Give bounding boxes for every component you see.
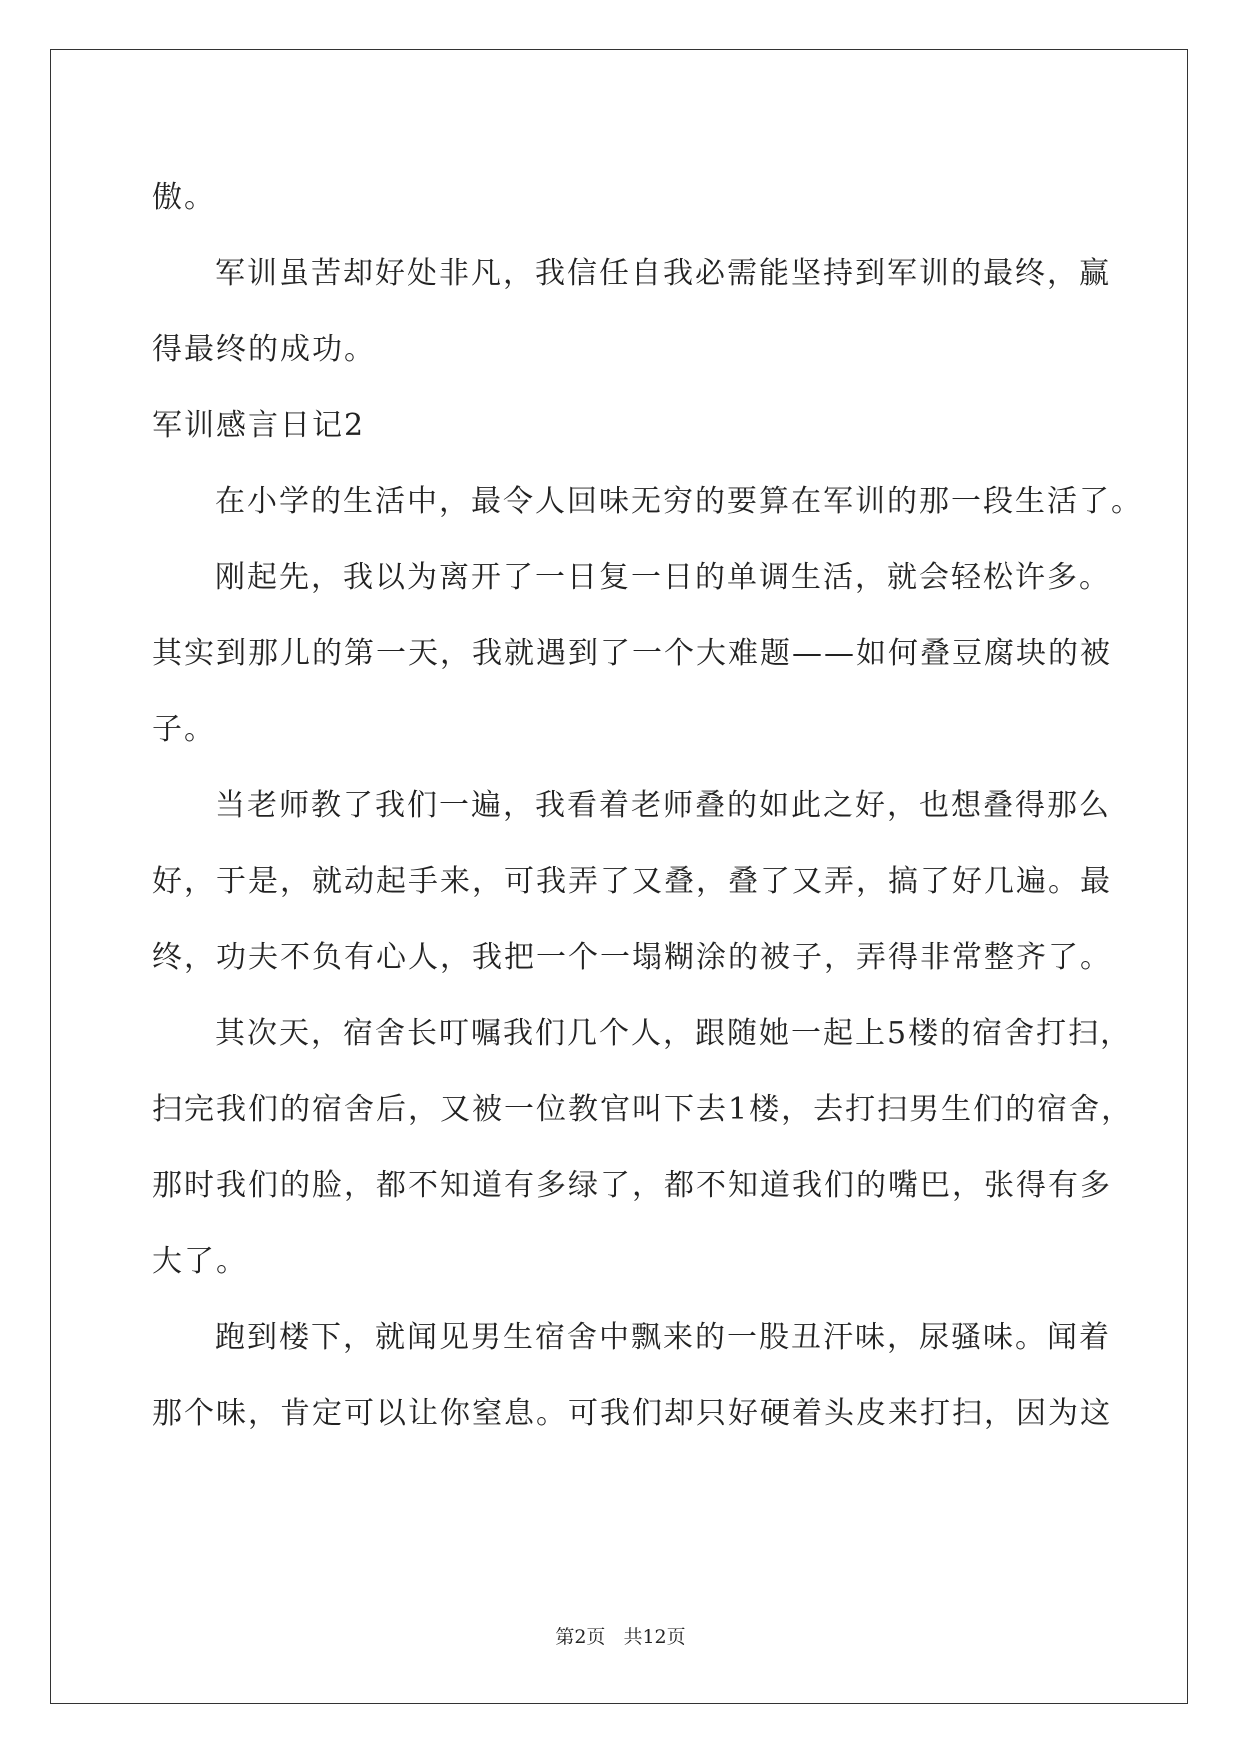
page-total: 共12页 [623,1626,686,1648]
text-line: 跑到楼下，就闻见男生宿舍中飘来的一股丑汗味，尿骚味。闻着 [215,1320,1111,1355]
text-line: 其次天，宿舍长叮嘱我们几个人，跟随她一起上5楼的宿舍打扫， [215,1016,1133,1051]
text-line: 在小学的生活中，最令人回味无穷的要算在军训的那一段生活了。 [215,484,1143,519]
text-line: 其实到那儿的第一天，我就遇到了一个大难题——如何叠豆腐块的被 [152,636,1112,671]
text-line: 终，功夫不负有心人，我把一个一塌糊涂的被子，弄得非常整齐了。 [152,940,1112,975]
text-line: 当老师教了我们一遍，我看着老师叠的如此之好，也想叠得那么 [215,788,1111,823]
text-line: 傲。 [152,180,216,215]
text-line: 那时我们的脸，都不知道有多绿了，都不知道我们的嘴巴，张得有多 [152,1168,1112,1203]
text-line: 刚起先，我以为离开了一日复一日的单调生活，就会轻松许多。 [215,560,1111,595]
page-footer [0,1622,1241,1649]
text-line: 军训虽苦却好处非凡，我信任自我必需能坚持到军训的最终，赢 [215,256,1111,291]
section-heading: 军训感言日记2 [152,408,366,443]
text-line: 好，于是，就动起手来，可我弄了又叠，叠了又弄，搞了好几遍。最 [152,864,1112,899]
text-line: 得最终的成功。 [152,332,376,367]
text-line: 那个味，肯定可以让你窒息。可我们却只好硬着头皮来打扫，因为这 [152,1396,1112,1431]
text-line: 大了。 [152,1244,248,1279]
document-body [152,160,1143,1452]
text-line: 子。 [152,712,216,747]
page-number: 第2页 [555,1626,606,1648]
text-line: 扫完我们的宿舍后，又被一位教官叫下去1楼，去打扫男生们的宿舍， [152,1092,1134,1127]
